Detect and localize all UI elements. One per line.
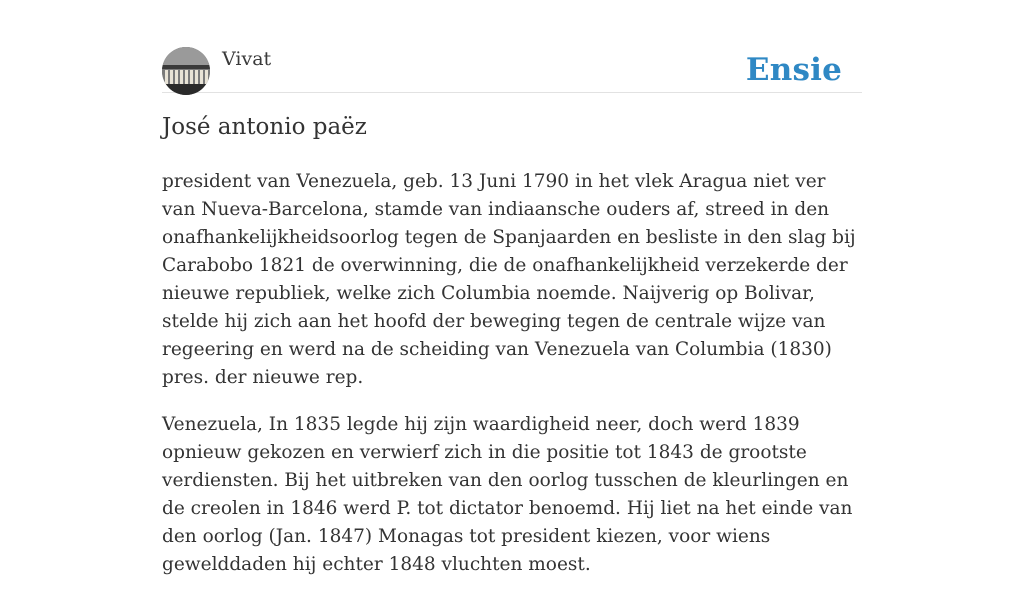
brand-logo[interactable]: Ensie <box>745 52 842 88</box>
article-paragraph: president van Venezuela, geb. 13 Juni 1790 in het vlek Aragua niet ver van Nueva-Barcelona, stamde van indiaansche ouders af, streed in den onafhankelijkheidsoorlog tegen de Spanjaarden en besliste in den slag bij Carabobo 1821 de overwinning, die de onafhankelijkheid verzekerde der nieuwe republiek, welke zich Columbia noemde. Naijverig op Bolivar, stelde hij zich aan het hoofd der beweging tegen de centrale wijze van regeering en werd na de scheiding van Venezuela van Columbia (1830) pres. der nieuwe rep. <box>162 171 856 388</box>
article-title: José antonio paëz <box>162 114 367 140</box>
author-avatar[interactable] <box>162 47 210 95</box>
article-paragraph: Venezuela, In 1835 legde hij zijn waardigheid neer, doch werd 1839 opnieuw gekozen en verwierf zich in die positie tot 1843 de grootste verdiensten. Bij het uitbreken van den oorlog tusschen de kleurlingen en de creolen in 1846 werd P. tot dictator benoemd. Hij liet na het einde van den oorlog (Jan. 1847) Monagas tot president kiezen, voor wiens gewelddaden hij echter 1848 vluchten moest. <box>162 414 853 575</box>
header <box>162 44 862 93</box>
author-name[interactable]: Vivat <box>222 48 272 70</box>
typewriter-keys-icon <box>162 47 210 95</box>
article-body <box>162 168 862 598</box>
